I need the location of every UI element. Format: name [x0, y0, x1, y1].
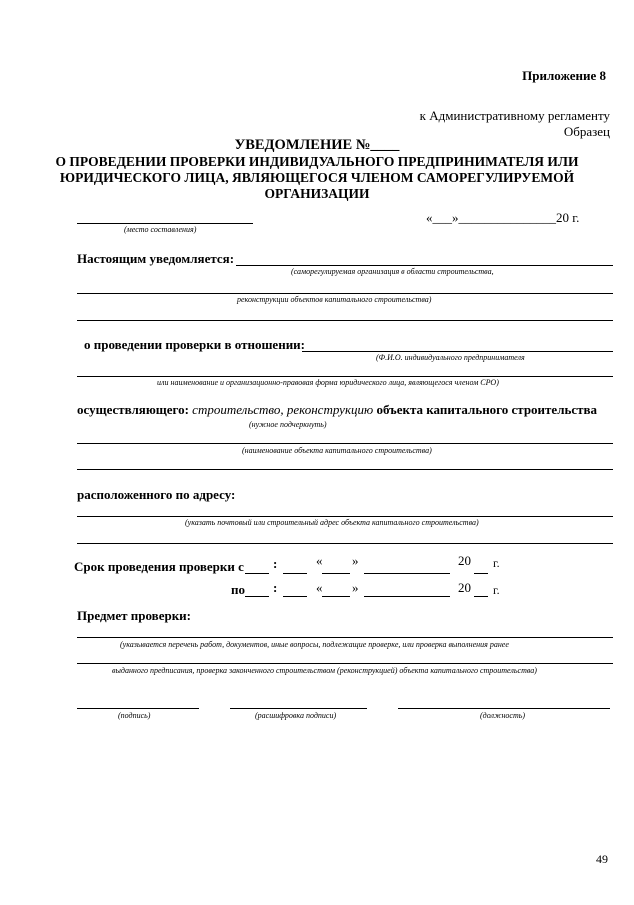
object-line-2	[77, 469, 613, 470]
sample-label: Образец	[563, 124, 610, 139]
signature-decode-line	[230, 708, 367, 709]
term-from-hour-line	[245, 573, 269, 574]
term-from-year-suffix: г.	[493, 556, 500, 570]
term-from-day-line	[322, 573, 350, 574]
subject-label: Предмет проверки:	[77, 608, 192, 623]
subject-line-2	[77, 663, 613, 664]
place-caption: (место составления)	[124, 225, 197, 234]
subject-caption-1: (указывается перечень работ, документов, иные вопросы, подлежащие проверке, или проверка выполнения ранее	[120, 640, 509, 649]
notify-line-3	[77, 320, 613, 321]
term-to-quote-open: «	[316, 580, 323, 595]
term-to-month-line	[364, 596, 450, 597]
term-from-colon: :	[273, 556, 278, 571]
position-caption: (должность)	[480, 711, 526, 720]
inspection-label: о проведении проверки в отношении:	[84, 337, 305, 352]
performing-caption-2: (наименование объекта капитального строительства)	[242, 446, 432, 455]
notice-subtitle-1: О ПРОВЕДЕНИИ ПРОВЕРКИ ИНДИВИДУАЛЬНОГО ПРЕДПРИНИМАТЕЛЯ ИЛИ	[55, 154, 579, 169]
date-field: «___»_______________20 г.	[426, 210, 580, 225]
inspection-caption-1: (Ф.И.О. индивидуального предпринимателя	[376, 353, 525, 362]
performing-label: осуществляющего:	[77, 402, 189, 417]
notify-caption-1: (саморегулируемая организация в области строительства,	[291, 267, 494, 276]
term-to-colon: :	[273, 580, 278, 595]
performing-caption-1: (нужное подчеркнуть)	[249, 420, 327, 429]
notify-line-1	[236, 265, 613, 266]
term-label: Срок проведения проверки с	[74, 559, 244, 574]
term-to-year-line	[474, 596, 488, 597]
term-from-min-line	[283, 573, 307, 574]
signature-caption: (подпись)	[118, 711, 151, 720]
performing-row	[77, 402, 597, 418]
notify-caption-2: реконструкции объектов капитального строительства)	[237, 295, 432, 304]
inspection-line-2	[77, 376, 613, 377]
term-to-year-suffix: г.	[493, 583, 500, 597]
inspection-caption-2: или наименование и организационно-правовая форма юридического лица, являющегося членом СРО)	[157, 378, 499, 387]
address-line-2	[77, 543, 613, 544]
signature-decode-caption: (расшифровка подписи)	[255, 711, 337, 720]
inspection-line-1	[302, 351, 613, 352]
object-line-1	[77, 443, 613, 444]
notice-subtitle-2: ЮРИДИЧЕСКОГО ЛИЦА, ЯВЛЯЮЩЕГОСЯ ЧЛЕНОМ САМОРЕГУЛИРУЕМОЙ	[59, 170, 575, 185]
place-line	[77, 223, 253, 224]
term-from-year-line	[474, 573, 488, 574]
subject-line-1	[77, 637, 613, 638]
notify-label: Настоящим уведомляется:	[77, 251, 235, 266]
appendix-label: Приложение 8	[522, 68, 606, 83]
performing-type: строительство, реконструкцию	[192, 402, 374, 417]
term-to-day-line	[322, 596, 350, 597]
term-to-hour-line	[245, 596, 269, 597]
term-from-year: 20	[458, 553, 471, 568]
address-line-1	[77, 516, 613, 517]
notice-subtitle-3: ОРГАНИЗАЦИИ	[264, 186, 370, 201]
term-to-year: 20	[458, 580, 471, 595]
page-number: 49	[596, 852, 608, 866]
regulation-label: к Административному регламенту	[419, 108, 610, 123]
term-to-min-line	[283, 596, 307, 597]
signature-line	[77, 708, 199, 709]
notify-line-2	[77, 293, 613, 294]
subject-caption-2: выданного предписания, проверка законченного строительством (реконструкцией) объекта капитального строительства)	[112, 666, 537, 675]
term-to-quote-close: »	[352, 580, 359, 595]
term-from-month-line	[364, 573, 450, 574]
notice-title: УВЕДОМЛЕНИЕ №____	[234, 137, 400, 153]
term-to-label: по	[231, 582, 245, 597]
position-line	[398, 708, 610, 709]
address-label: расположенного по адресу:	[77, 487, 236, 502]
address-caption: (указать почтовый или строительный адрес объекта капитального строительства)	[185, 518, 479, 527]
performing-object: объекта капитального строительства	[376, 402, 598, 417]
term-from-quote-close: »	[352, 553, 359, 568]
term-from-quote-open: «	[316, 553, 323, 568]
